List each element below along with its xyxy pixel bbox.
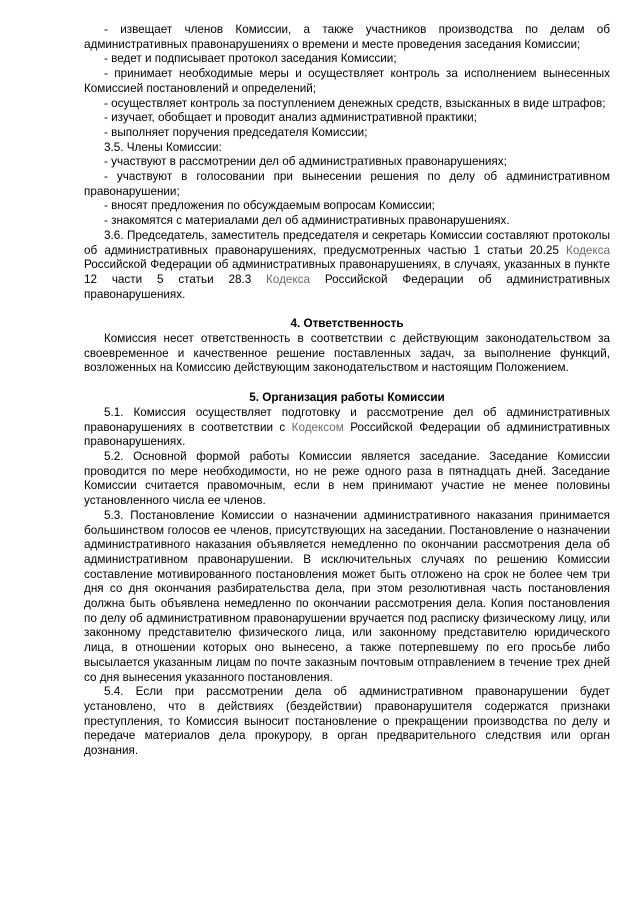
- clause-3-5-heading: 3.5. Члены Комиссии:: [104, 140, 222, 154]
- clause-3-6: [84, 229, 610, 303]
- clause-5-1: [84, 406, 610, 450]
- member-duty-review-materials: - знакомятся с материалами дел об административных правонарушениях.: [104, 214, 510, 228]
- code-link[interactable]: Кодекса: [266, 272, 311, 286]
- section-5-title: 5. Организация работы Комиссии: [249, 391, 445, 405]
- member-duty-participate: - участвуют в рассмотрении дел об административных правонарушениях;: [104, 155, 507, 169]
- duty-analyze-practice: - изучает, обобщает и проводит анализ административной практики;: [104, 111, 477, 125]
- clause-3-6-part-b: Российской Федерации об административных правонарушениях, в случаях, указанных в пункте 12 части 5 статьи 28.3: [84, 258, 610, 286]
- section-4-title: 4. Ответственность: [290, 317, 404, 331]
- clause-5-3: 5.3. Постановление Комиссии о назначении административного наказания принимается большинством голосов ее членов, присутствующих на заседании. Постановление о назначении административного наказания объявляется немедленно по окончании рассмотрения дела об административном правонарушении. В исключительных случаях по решению Комиссии составление мотивированного постановления может быть отложено на срок не более чем три дня со дня окончания разбирательства дела, при этом резолютивная часть постановления должна быть объявлена немедленно по окончании рассмотрения дела. Копия постановления по делу об административном правонарушении вручается под расписку физическому лицу, или законному представителю физического лица, или законному представителю юридического лица, в отношении которых оно вынесено, а также потерпевшему по его просьбе либо высылается указанным лицам по почте заказным почтовым отправлением в течение трех дней со дня вынесения указанного постановления.: [84, 508, 610, 684]
- section-4-text: Комиссия несет ответственность в соответствии с действующим законодательством за своевременное и качественное решение поставленных задач, за выполнение функций, возложенных на Комиссию действующим законодательством и настоящим Положением.: [84, 332, 610, 375]
- duty-control-fines: - осуществляет контроль за поступлением денежных средств, взысканных в виде штрафов;: [104, 96, 606, 110]
- clause-3-6-part-a: 3.6. Председатель, заместитель председателя и секретарь Комиссии составляют протоколы об административных правонарушениях, предусмотренных частью 1 статьи 20.25: [84, 228, 610, 257]
- code-link[interactable]: Кодекса: [566, 243, 610, 257]
- duty-notify-participants: - извещает членов Комиссии, а также участников производства по делам об административных правонарушениях о времени и месте проведения заседания Комиссии;: [84, 23, 610, 51]
- member-duty-propose: - вносят предложения по обсуждаемым вопросам Комиссии;: [104, 199, 435, 213]
- clause-5-2: 5.2. Основной формой работы Комиссии является заседание. Заседание Комиссии проводится по мере необходимости, но не реже одного раза в пятнадцать дней. Заседание Комиссии считается правомочным, если в нем принимают участие не менее половины установленного числа ее членов.: [84, 449, 610, 508]
- code-link[interactable]: Кодексом: [291, 420, 344, 434]
- clause-3-6-part-c: Российской Федерации об административных правонарушениях.: [84, 272, 611, 301]
- clause-5-4: 5.4. Если при рассмотрении дела об административном правонарушении будет установлено, что в действиях (бездействии) правонарушителя содержатся признаки преступления, то Комиссия выносит постановление о прекращении производства по делу и передаче материалов дела прокурору, в орган предварительного следствия или орган дознания.: [84, 685, 610, 758]
- section-gap: [84, 302, 610, 317]
- duty-control-execution: - принимает необходимые меры и осуществляет контроль за исполнением вынесенных Комиссией постановлений и определений;: [84, 67, 610, 95]
- clause-5-1-part-a: 5.1. Комиссия осуществляет подготовку и рассмотрение дел об административных правонарушениях в соответствии с: [84, 405, 610, 434]
- section-gap: [84, 376, 610, 391]
- clause-5-1-part-b: Российской Федерации об административных правонарушениях.: [84, 420, 610, 449]
- member-duty-vote: - участвуют в голосовании при вынесении решения по делу об административном правонарушении;: [84, 170, 610, 198]
- document-page: [84, 23, 610, 759]
- duty-chairman-orders: - выполняет поручения председателя Комиссии;: [104, 125, 368, 139]
- duty-keep-protocol: - ведет и подписывает протокол заседания Комиссии;: [104, 52, 397, 66]
